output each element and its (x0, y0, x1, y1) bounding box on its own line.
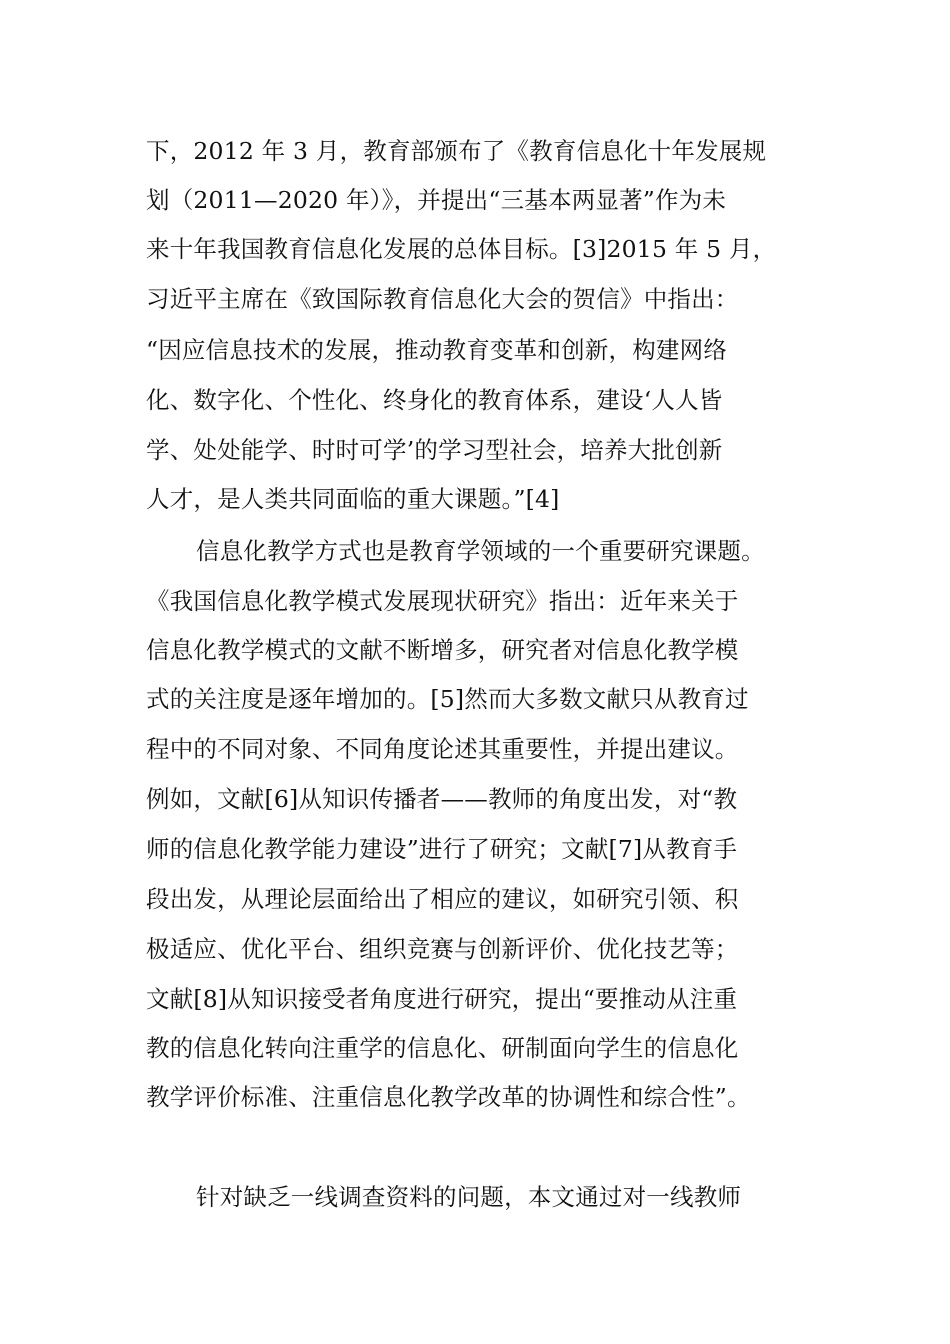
text-line: 教学评价标准、注重信息化教学改革的协调性和综合性”。 (146, 1083, 751, 1111)
text-line: 师的信息化教学能力建设”进行了研究；文献[7]从教育手 (146, 835, 738, 863)
text-line: “因应信息技术的发展，推动教育变革和创新，构建网络 (146, 336, 728, 364)
text-line: 例如，文献[6]从知识传播者——教师的角度出发，对“教 (146, 785, 738, 813)
text-line: 信息化教学方式也是教育学领域的一个重要研究课题。 (196, 537, 765, 565)
text-line: 习近平主席在《致国际教育信息化大会的贺信》中指出： (146, 285, 739, 313)
text-line: 段出发，从理论层面给出了相应的建议，如研究引领、积 (146, 885, 739, 913)
text-line: 极适应、优化平台、组织竞赛与创新评价、优化技艺等； (146, 935, 739, 963)
text-line: 下，2012 年 3 月，教育部颁布了《教育信息化十年发展规 (146, 137, 767, 165)
text-line: 信息化教学模式的文献不断增多，研究者对信息化教学模 (146, 636, 739, 664)
text-line: 程中的不同对象、不同角度论述其重要性，并提出建议。 (146, 735, 739, 763)
text-line: 针对缺乏一线调查资料的问题，本文通过对一线教师 (196, 1183, 742, 1211)
text-line: 化、数字化、个性化、终身化的教育体系，建设‘人人皆 (146, 386, 723, 414)
text-line: 《我国信息化教学模式发展现状研究》指出：近年来关于 (146, 587, 739, 615)
text-line: 教的信息化转向注重学的信息化、研制面向学生的信息化 (146, 1034, 739, 1062)
text-line: 文献[8]从知识接受者角度进行研究，提出“要推动从注重 (146, 985, 738, 1013)
text-line: 学、处处能学、时时可学’的学习型社会，培养大批创新 (146, 436, 723, 464)
text-line: 人才，是人类共同面临的重大课题。”[4] (146, 485, 560, 513)
text-line: 划（2011—2020 年）》，并提出“三基本两显著”作为未 (146, 186, 727, 214)
text-line: 来十年我国教育信息化发展的总体目标。[3]2015 年 5 月， (146, 235, 777, 263)
text-line: 式的关注度是逐年增加的。[5]然而大多数文献只从教育过 (146, 685, 749, 713)
